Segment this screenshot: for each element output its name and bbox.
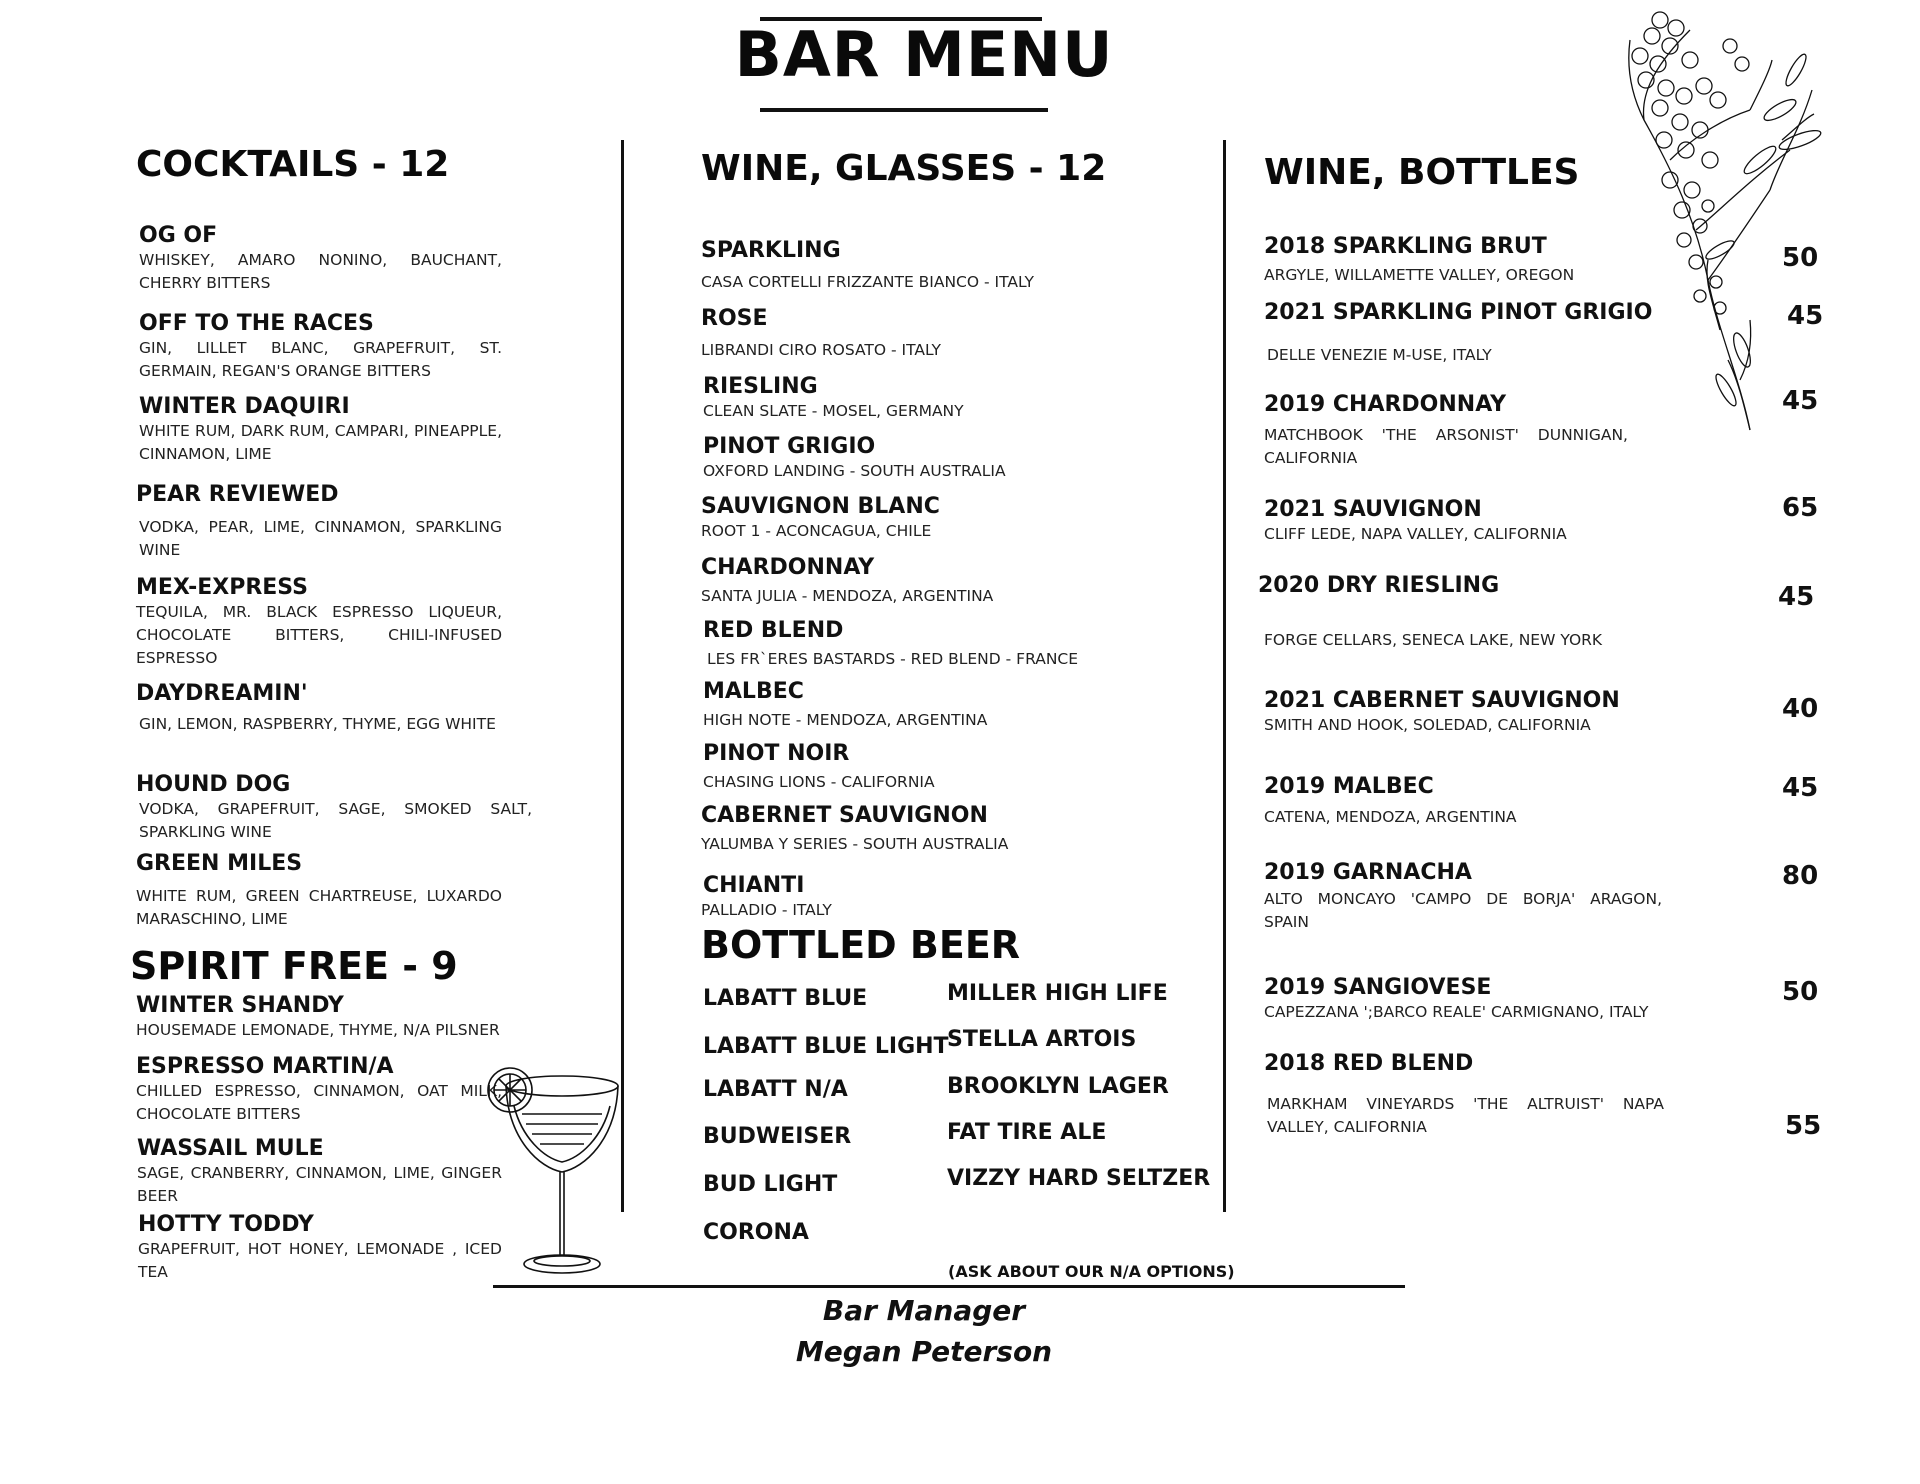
cocktail-item [136,575,502,670]
wine-bottle-item [1264,1051,1664,1139]
spirit-free-desc: SAGE, CRANBERRY, CINNAMON, LIME, GINGER BEER [137,1164,502,1205]
wine-glass-desc: LIBRANDI CIRO ROSATO - ITALY [701,341,942,359]
wine-glass-name: SPARKLING [701,238,841,263]
cocktail-name: WINTER DAQUIRI [139,394,350,419]
wine-glass-item [701,494,940,543]
wine-glass-name: CHIANTI [703,873,805,898]
spirit-free-name: WINTER SHANDY [136,993,344,1018]
cocktail-name: DAYDREAMIN' [136,681,308,706]
wine-bottle-desc: MARKHAM VINEYARDS 'THE ALTRUIST' NAPA VALLEY, CALIFORNIA [1267,1095,1664,1136]
wine-bottle-price: 50 [1782,977,1819,1007]
wine-bottle-price: 50 [1782,243,1819,273]
cocktail-desc: WHITE RUM, GREEN CHARTREUSE, LUXARDO MARASCHINO, LIME [136,887,502,928]
na-options-note: (ASK ABOUT OUR N/A OPTIONS) [948,1262,1235,1281]
wine-glass-item [701,555,993,608]
cocktail-desc: GIN, LILLET BLANC, GRAPEFRUIT, ST. GERMAIN, REGAN'S ORANGE BITTERS [139,339,502,380]
page-title: BAR MENU [734,18,1114,91]
wine-glass-desc: CLEAN SLATE - MOSEL, GERMANY [703,402,964,420]
spirit-free-heading: SPIRIT FREE - 9 [130,944,458,988]
beer-item: BUDWEISER [703,1124,852,1149]
wine-bottle-name: 2019 MALBEC [1264,774,1434,799]
wine-bottle-item [1264,392,1628,470]
wine-glass-desc: PALLADIO - ITALY [701,901,832,919]
wine-glass-item [703,741,935,794]
beer-item: BUD LIGHT [703,1172,838,1197]
cocktail-name: PEAR REVIEWED [136,482,339,507]
cocktail-desc: VODKA, GRAPEFRUIT, SAGE, SMOKED SALT, SPARKLING WINE [139,800,532,841]
wine-bottle-desc: FORGE CELLARS, SENECA LAKE, NEW YORK [1264,631,1603,649]
spirit-free-desc: CHILLED ESPRESSO, CINNAMON, OAT MILK, CHOCOLATE BITTERS [136,1082,502,1123]
cocktail-item [136,482,502,562]
spirit-free-name: ESPRESSO MARTIN/A [136,1054,394,1079]
cocktail-desc: WHISKEY, AMARO NONINO, BAUCHANT, CHERRY BITTERS [139,251,502,292]
title-rule-bottom [760,108,1048,112]
beer-item: VIZZY HARD SELTZER [947,1166,1211,1191]
wine-bottle-item [1264,497,1567,546]
wine-bottle-desc: CLIFF LEDE, NAPA VALLEY, CALIFORNIA [1264,525,1567,543]
wine-bottle-desc: SMITH AND HOOK, SOLEDAD, CALIFORNIA [1264,716,1591,734]
wine-glass-name: CABERNET SAUVIGNON [701,803,988,828]
wine-glass-desc: HIGH NOTE - MENDOZA, ARGENTINA [703,711,988,729]
cocktail-glass-illustration [478,1060,628,1282]
wine-bottle-desc: ARGYLE, WILLAMETTE VALLEY, OREGON [1264,266,1575,284]
cocktail-item [139,223,502,295]
beer-item: FAT TIRE ALE [947,1120,1107,1145]
cocktail-item [136,851,502,931]
spirit-free-item [137,1136,502,1208]
wine-bottle-name: 2018 SPARKLING BRUT [1264,234,1547,259]
wine-bottle-item [1264,774,1517,829]
column-divider-right [1223,140,1226,1212]
wine-glass-desc: SANTA JULIA - MENDOZA, ARGENTINA [701,587,994,605]
footer-rule [493,1285,1405,1288]
wine-bottle-desc: CAPEZZANA ';BARCO REALE' CARMIGNANO, ITALY [1264,1003,1649,1021]
wine-bottle-item [1258,573,1602,652]
cocktail-name: GREEN MILES [136,851,303,876]
wine-bottle-name: 2019 SANGIOVESE [1264,975,1492,1000]
wine-glass-item [703,679,987,732]
wine-bottles-heading: WINE, BOTTLES [1264,152,1580,193]
floral-branch-illustration [1600,0,1830,440]
beer-item: LABATT BLUE LIGHT [703,1034,949,1059]
beer-item: MILLER HIGH LIFE [947,981,1168,1006]
cocktail-desc: GIN, LEMON, RASPBERRY, THYME, EGG WHITE [139,715,496,733]
wine-bottle-name: 2021 SAUVIGNON [1264,497,1482,522]
wine-glass-desc: CHASING LIONS - CALIFORNIA [703,773,935,791]
wine-bottle-name: 2018 RED BLEND [1264,1051,1474,1076]
wine-glass-name: RED BLEND [703,618,844,643]
wine-glass-item [703,434,1006,483]
cocktail-item [136,772,532,844]
wine-glass-desc: YALUMBA Y SERIES - SOUTH AUSTRALIA [701,835,1009,853]
wine-bottle-item [1264,860,1662,934]
wine-bottle-price: 45 [1787,301,1824,331]
wine-bottle-name: 2021 CABERNET SAUVIGNON [1264,688,1620,713]
wine-bottle-desc: ALTO MONCAYO 'CAMPO DE BORJA' ARAGON, SPAIN [1264,890,1662,931]
cocktail-desc: TEQUILA, MR. BLACK ESPRESSO LIQUEUR, CHOCOLATE BITTERS, CHILI-INFUSED ESPRESSO [136,603,502,667]
wine-glass-name: PINOT NOIR [703,741,850,766]
wine-bottle-price: 45 [1782,773,1819,803]
cocktail-desc: WHITE RUM, DARK RUM, CAMPARI, PINEAPPLE, CINNAMON, LIME [139,422,502,463]
wine-glass-item [701,306,941,362]
wine-glass-desc: OXFORD LANDING - SOUTH AUSTRALIA [703,462,1006,480]
wine-bottle-name: 2021 SPARKLING PINOT GRIGIO [1264,300,1653,325]
wine-bottle-item [1264,300,1652,367]
beer-item: LABATT N/A [703,1077,848,1102]
wine-bottle-price: 55 [1785,1111,1822,1141]
wine-glass-name: CHARDONNAY [701,555,875,580]
wine-glass-item [701,873,832,922]
wine-glass-desc: CASA CORTELLI FRIZZANTE BIANCO - ITALY [701,273,1035,291]
spirit-free-name: WASSAIL MULE [137,1136,324,1161]
cocktail-name: OG OF [139,223,218,248]
wine-bottle-price: 65 [1782,493,1819,523]
wine-glass-name: SAUVIGNON BLANC [701,494,940,519]
spirit-free-desc: HOUSEMADE LEMONADE, THYME, N/A PILSNER [136,1021,500,1039]
wine-bottle-item [1264,975,1648,1024]
spirit-free-desc: GRAPEFRUIT, HOT HONEY, LEMONADE , ICED TEA [138,1240,502,1281]
bar-manager-title: Bar Manager [822,1294,1026,1327]
spirit-free-item [136,1054,502,1126]
beer-item: LABATT BLUE [703,986,868,1011]
bar-manager-name: Megan Peterson [795,1335,1053,1368]
wine-bottle-name: 2020 DRY RIESLING [1258,573,1500,598]
wine-glass-item [701,238,1034,294]
spirit-free-name: HOTTY TODDY [138,1212,314,1237]
wine-bottle-item [1264,688,1620,737]
wine-glass-item [701,803,1008,856]
wine-glass-item [703,618,1078,671]
wine-bottle-price: 45 [1778,582,1815,612]
wine-glass-desc: ROOT 1 - ACONCAGUA, CHILE [701,522,932,540]
cocktail-name: OFF TO THE RACES [139,311,374,336]
cocktail-desc: VODKA, PEAR, LIME, CINNAMON, SPARKLING WINE [139,518,502,559]
wine-bottle-name: 2019 CHARDONNAY [1264,392,1507,417]
spirit-free-item [136,993,502,1042]
wine-bottle-price: 45 [1782,386,1819,416]
cocktail-name: MEX-EXPRESS [136,575,309,600]
cocktail-name: HOUND DOG [136,772,291,797]
wine-bottle-name: 2019 GARNACHA [1264,860,1472,885]
wine-bottle-price: 40 [1782,694,1819,724]
beer-item: STELLA ARTOIS [947,1027,1137,1052]
beer-item: CORONA [703,1220,809,1245]
wine-glass-name: RIESLING [703,374,818,399]
beer-item: BROOKLYN LAGER [947,1074,1169,1099]
wine-glass-desc: LES FR`ERES BASTARDS - RED BLEND - FRANCE [707,650,1079,668]
cocktail-item [139,394,502,466]
wine-glasses-heading: WINE, GLASSES - 12 [701,148,1107,189]
bottled-beer-heading: BOTTLED BEER [701,923,1021,967]
wine-bottle-desc: DELLE VENEZIE M-USE, ITALY [1267,346,1492,364]
wine-glass-name: PINOT GRIGIO [703,434,876,459]
wine-glass-name: MALBEC [703,679,804,704]
wine-bottle-item [1264,234,1574,287]
spirit-free-item [138,1212,502,1284]
cocktail-item [139,311,502,383]
wine-bottle-price: 80 [1782,861,1819,891]
column-divider-left [621,140,624,1212]
cocktail-item [136,681,502,736]
wine-bottle-desc: MATCHBOOK 'THE ARSONIST' DUNNIGAN, CALIFORNIA [1264,426,1628,467]
wine-glass-name: ROSE [701,306,768,331]
wine-bottle-desc: CATENA, MENDOZA, ARGENTINA [1264,808,1517,826]
cocktails-heading: COCKTAILS - 12 [136,144,450,185]
wine-glass-item [703,374,964,423]
